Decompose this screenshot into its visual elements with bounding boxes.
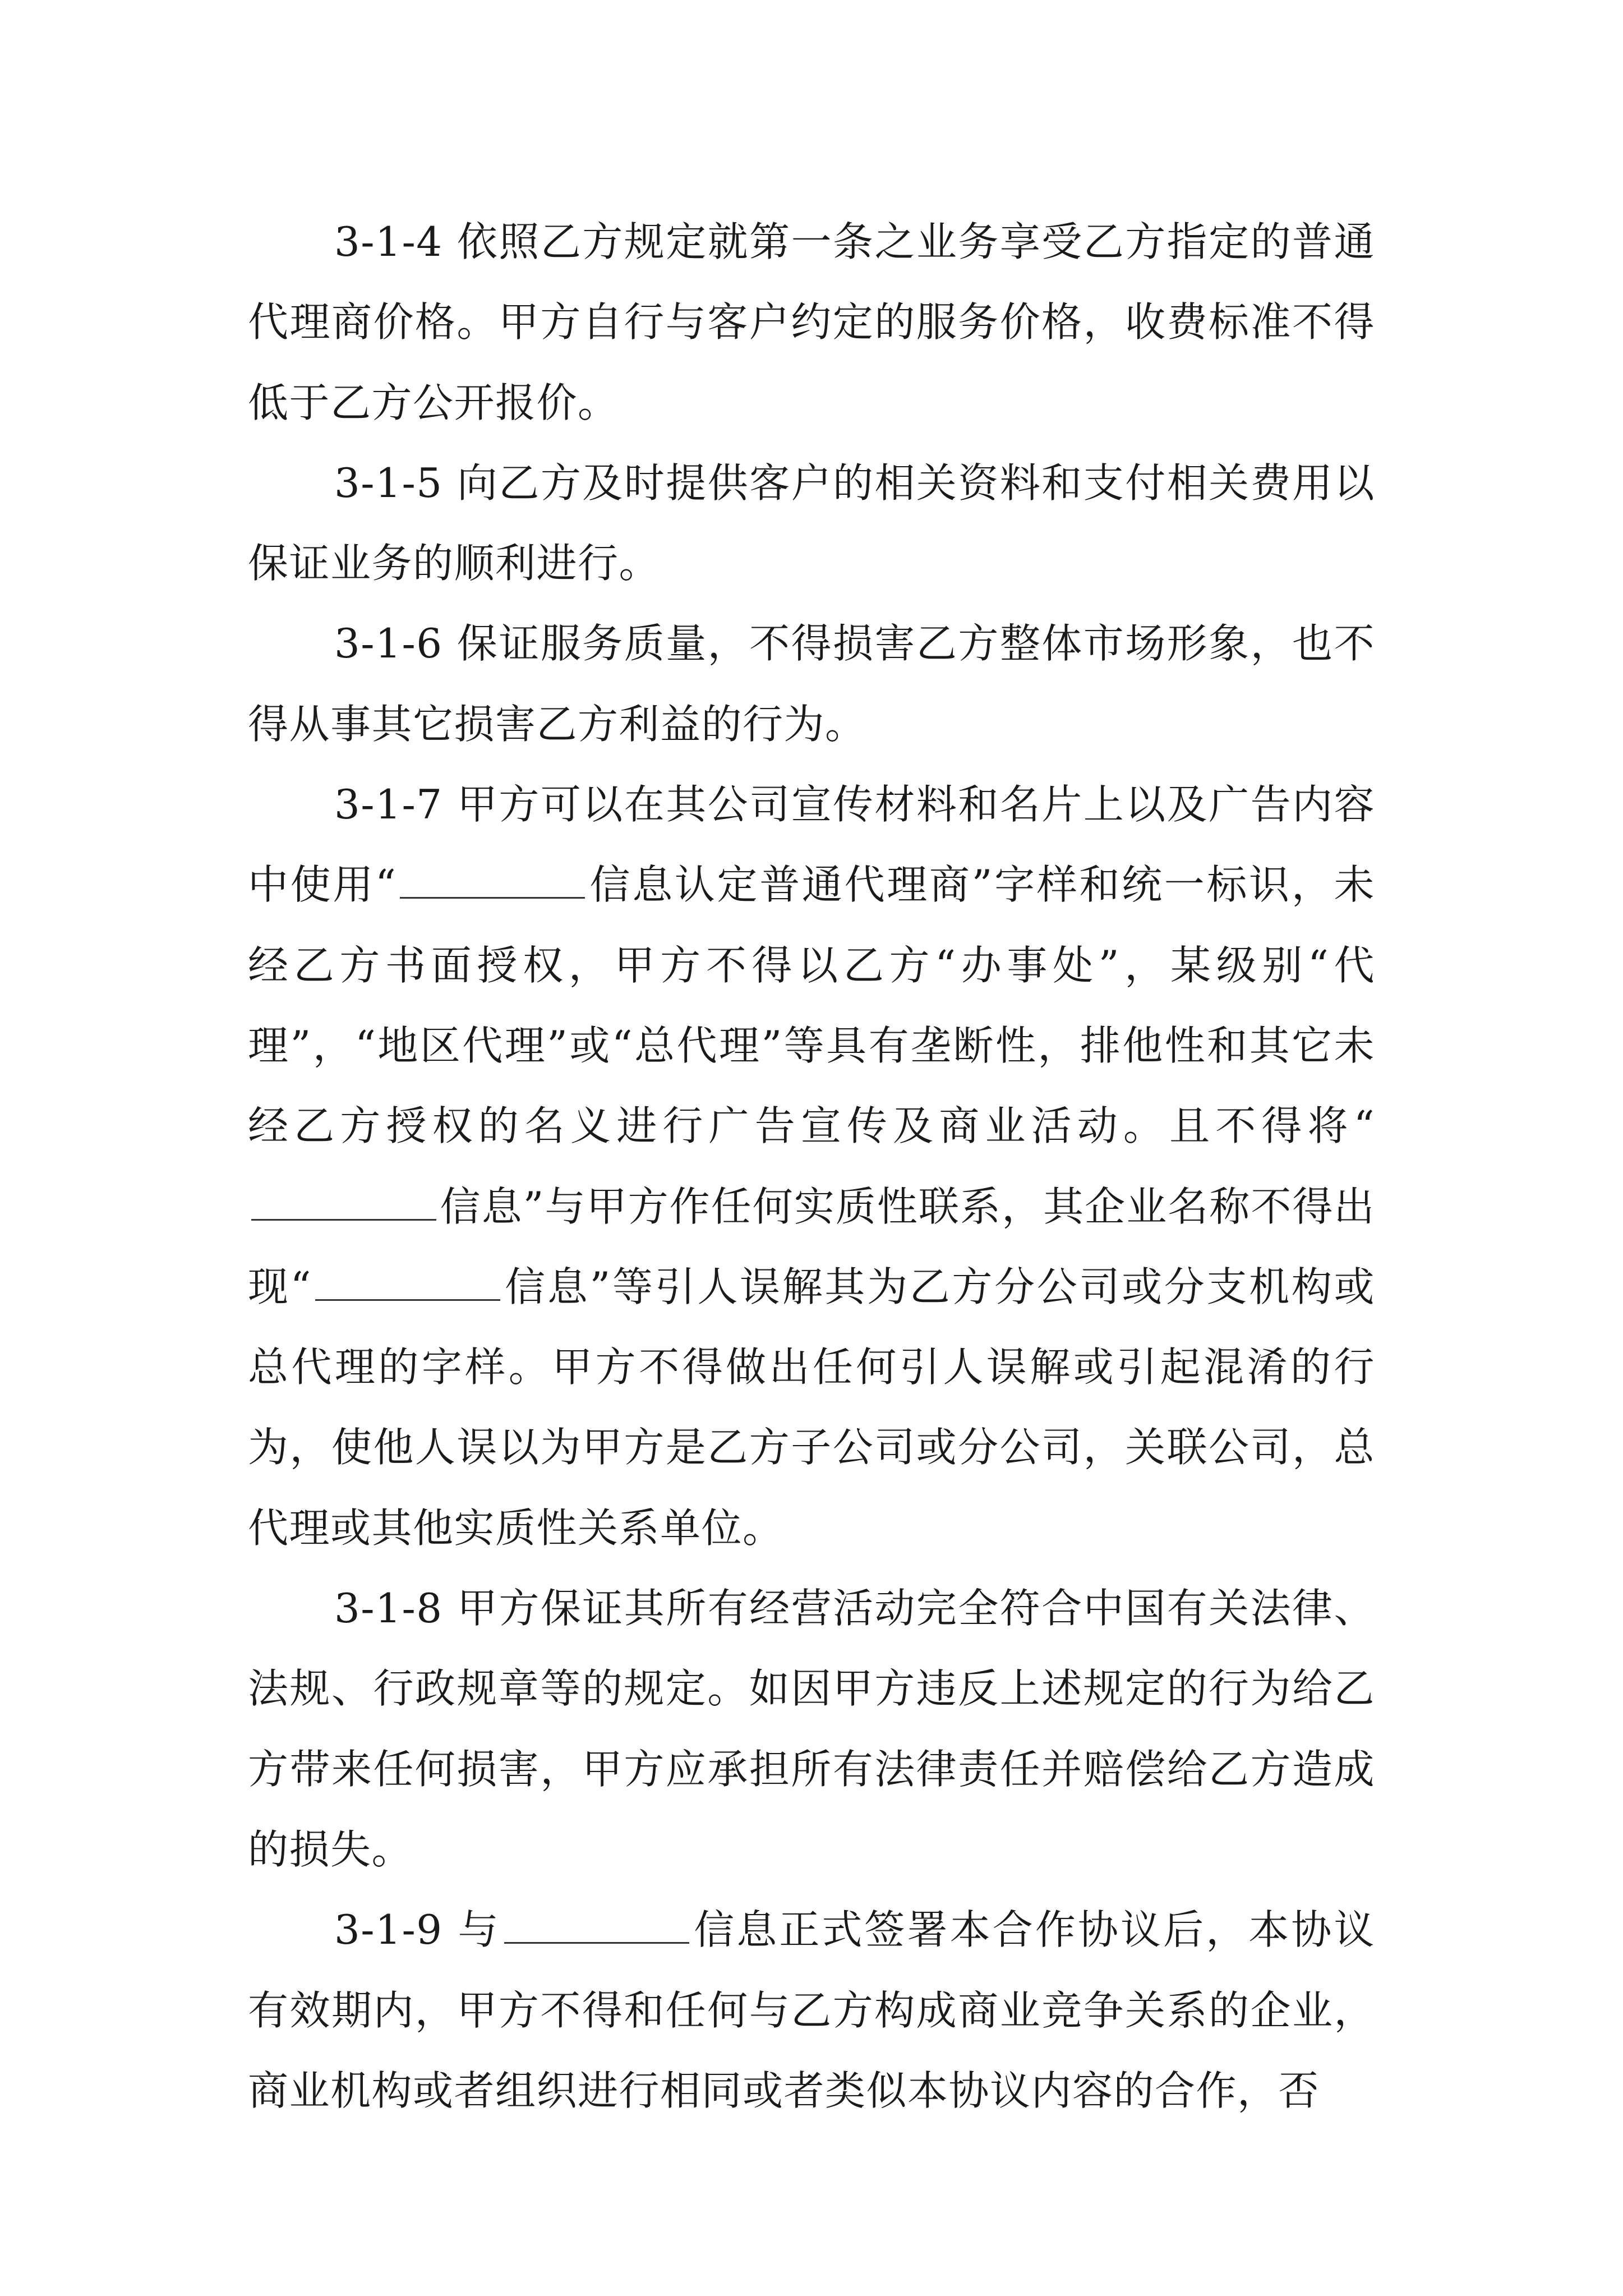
clause-3-1-6	[248, 604, 1375, 765]
clause-3-1-8-text: 3-1-8 甲方保证其所有经营活动完全符合中国有关法律、法规、行政规章等的规定。如因甲方违反上述规定的行为给乙方带来任何损害，甲方应承担所有法律责任并赔偿给乙方造成的损失。	[248, 1585, 1375, 1873]
blank-line	[315, 1299, 500, 1301]
clause-3-1-7-text-part1: 3-1-7 甲方可以在其公司宣传材料和名片上以及广告内容中使用“	[248, 781, 1375, 909]
document-body	[248, 202, 1375, 2131]
clause-3-1-7-text-part3: 信息”与甲方作任何实质性联系，其企业名称不得出现“	[248, 1182, 1375, 1310]
clause-3-1-7-text-part2: 信息认定普通代理商”字样和统一标识，未经乙方书面授权，甲方不得以乙方“办事处”，某级别“代理”，“地区代理”或“总代理”等具有垄断性，排他性和其它未经乙方授权的名义进行广告宣传及商业活动。且不得将“	[248, 861, 1375, 1150]
clause-3-1-7	[248, 765, 1375, 1568]
clause-3-1-4-text: 3-1-4 依照乙方规定就第一条之业务享受乙方指定的普通代理商价格。甲方自行与客户约定的服务价格，收费标准不得低于乙方公开报价。	[248, 218, 1375, 426]
clause-3-1-8	[248, 1568, 1375, 1890]
clause-3-1-5-text: 3-1-5 向乙方及时提供客户的相关资料和支付相关费用以保证业务的顺利进行。	[248, 459, 1375, 587]
blank-line	[400, 896, 585, 899]
clause-3-1-6-text: 3-1-6 保证服务质量，不得损害乙方整体市场形象，也不得从事其它损害乙方利益的行为。	[248, 620, 1375, 748]
blank-line	[251, 1218, 436, 1221]
clause-3-1-9-text-part2: 信息正式签署本合作协议后，本协议有效期内，甲方不得和任何与乙方构成商业竞争关系的企业，商业机构或者组织进行相同或者类似本协议内容的合作，否	[248, 1906, 1375, 2114]
clause-3-1-5	[248, 443, 1375, 604]
blank-line	[504, 1941, 689, 1944]
clause-3-1-4	[248, 202, 1375, 443]
clause-3-1-9-text-part1: 3-1-9 与	[334, 1906, 501, 1954]
clause-3-1-9	[248, 1890, 1375, 2131]
clause-3-1-7-text-part4: 信息”等引人误解其为乙方分公司或分支机构或总代理的字样。甲方不得做出任何引人误解或引起混淆的行为，使他人误以为甲方是乙方子公司或分公司，关联公司，总代理或其他实质性关系单位。	[248, 1263, 1376, 1552]
